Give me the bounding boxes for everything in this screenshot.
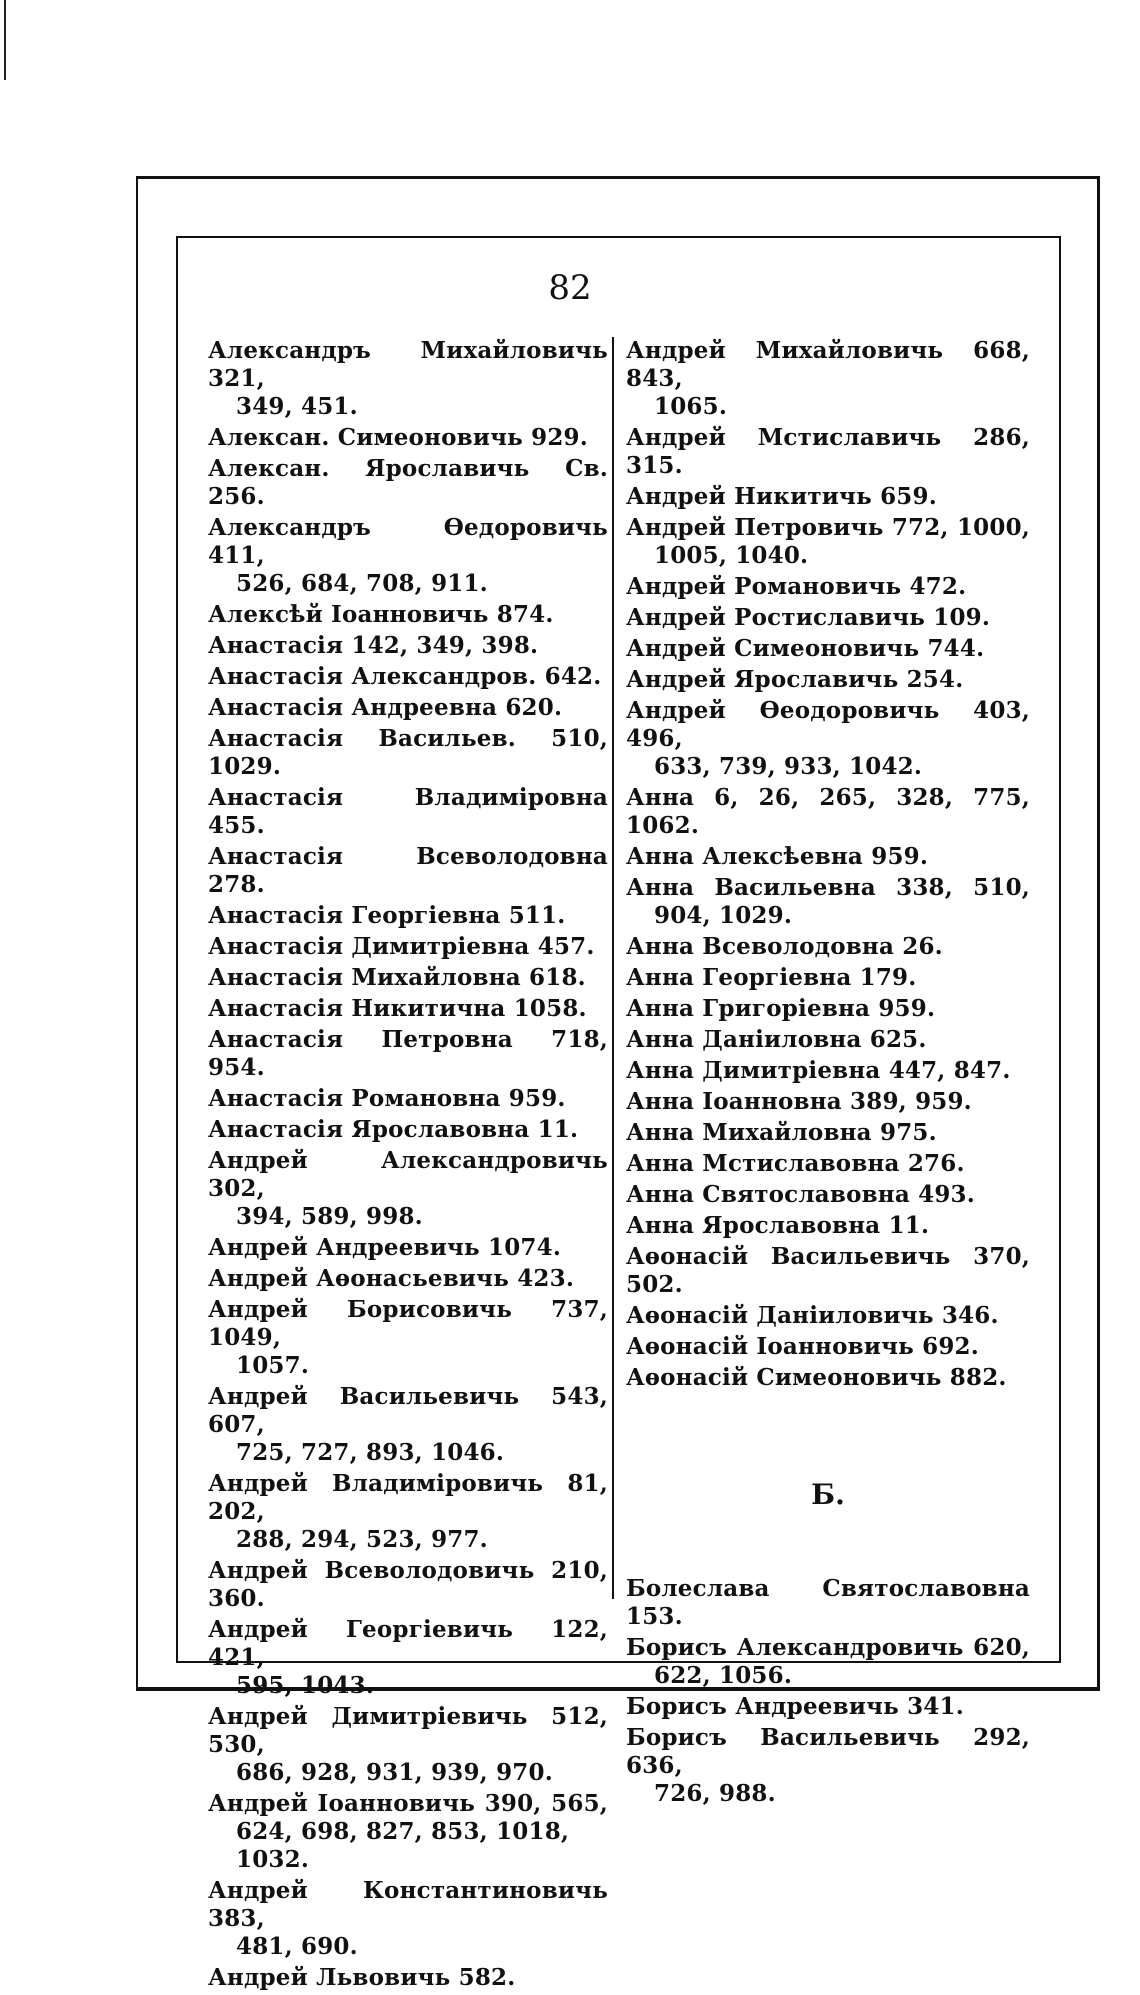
index-entry-continuation: 481, 690.: [236, 1933, 358, 1960]
index-entry-continuation: 1032.: [236, 1846, 310, 1873]
index-entry-heading: Борисъ Андреевичь 341.: [626, 1693, 964, 1720]
index-entry-heading: Анастасія Владиміровна 455.: [208, 784, 608, 839]
index-entry: [208, 1116, 608, 1144]
index-entry-heading: Андрей Константиновичь 383,: [208, 1877, 608, 1932]
index-entry: [626, 424, 1030, 480]
index-entry: [626, 483, 1030, 511]
index-entry: [626, 1724, 1030, 1808]
index-entry: [626, 1333, 1030, 1361]
index-entry-heading: Анастасія Ярославовна 11.: [208, 1116, 579, 1143]
index-entry-heading: Аѳонасій Васильевичь 370, 502.: [626, 1243, 1030, 1298]
index-entry-heading: Андрей Васильевичь 543, 607,: [208, 1383, 608, 1438]
index-entry: [626, 514, 1030, 570]
index-entry: [626, 995, 1030, 1023]
index-entry-heading: Анна Васильевна 338, 510,: [626, 874, 1030, 901]
index-entry: [626, 1364, 1030, 1392]
right-column-entries-a: [626, 337, 1030, 1392]
index-entry-heading: Болеслава Святославовна 153.: [626, 1575, 1030, 1630]
index-entry-heading: Андрей Львовичь 582.: [208, 1964, 516, 1991]
index-entry-heading: Аѳонасій Даніиловичь 346.: [626, 1302, 999, 1329]
index-entry-heading: Алексан. Симеоновичь 929.: [208, 424, 588, 451]
index-entry-heading: Анастасія Всеволодовна 278.: [208, 843, 608, 898]
index-entry-heading: Андрей Михайловичь 668, 843,: [626, 337, 1030, 392]
index-entry-heading: Анна Алексѣевна 959.: [626, 843, 929, 870]
index-entry: [208, 1964, 608, 1992]
index-entry: [208, 663, 608, 691]
index-entry: [626, 1693, 1030, 1721]
index-entry: [208, 843, 608, 899]
index-entry: [208, 455, 608, 511]
index-entry: [208, 337, 608, 421]
index-entry: [626, 635, 1030, 663]
index-entry-continuation: 686, 928, 931, 939, 970.: [236, 1759, 553, 1786]
index-entry: [208, 424, 608, 452]
index-entry: [208, 1085, 608, 1113]
index-entry-heading: Андрей Петровичь 772, 1000,: [626, 514, 1030, 541]
index-entry-heading: Аѳонасій Симеоновичь 882.: [626, 1364, 1007, 1391]
index-entry-heading: Андрей Өеодоровичь 403, 496,: [626, 697, 1030, 752]
index-entry: [626, 933, 1030, 961]
index-entry-heading: Анна Мстиславовна 276.: [626, 1150, 965, 1177]
index-entry-continuation: 726, 988.: [654, 1780, 776, 1807]
index-entry-heading: Анна Іоанновна 389, 959.: [626, 1088, 972, 1115]
index-entry-continuation: 1057.: [236, 1352, 310, 1379]
scan-margin-line: [4, 0, 6, 80]
index-entry-continuation: 526, 684, 708, 911.: [236, 570, 488, 597]
index-entry-heading: Андрей Никитичь 659.: [626, 483, 937, 510]
index-entry-heading: Аѳонасій Іоанновичь 692.: [626, 1333, 979, 1360]
index-entry: [626, 697, 1030, 781]
index-entry: [208, 1147, 608, 1231]
index-entry-heading: Андрей Всеволодовичь 210, 360.: [208, 1557, 608, 1612]
index-entry: [626, 1212, 1030, 1240]
index-entry-continuation: 394, 589, 998.: [236, 1203, 423, 1230]
index-entry-heading: Алексан. Ярославичь Св. 256.: [208, 455, 608, 510]
index-entry-heading: Анна Георгіевна 179.: [626, 964, 917, 991]
index-entry-heading: Андрей Владиміровичь 81, 202,: [208, 1470, 608, 1525]
index-entry-heading: Анастасія Петровна 718, 954.: [208, 1026, 608, 1081]
index-entry: [626, 1243, 1030, 1299]
index-entry-heading: Андрей Мстиславичь 286, 315.: [626, 424, 1030, 479]
index-entry: [208, 1026, 608, 1082]
index-entry-heading: Андрей Георгіевичь 122, 421,: [208, 1616, 608, 1671]
index-entry-heading: Андрей Іоанновичь 390, 565,: [208, 1790, 608, 1817]
index-entry: [208, 1265, 608, 1293]
index-entry-continuation: 288, 294, 523, 977.: [236, 1526, 488, 1553]
index-entry: [208, 902, 608, 930]
index-entry: [626, 843, 1030, 871]
index-entry: [626, 1302, 1030, 1330]
index-entry-continuation: 349, 451.: [236, 393, 358, 420]
index-entry-continuation: 725, 727, 893, 1046.: [236, 1439, 505, 1466]
index-entry-heading: Анастасія Михайловна 618.: [208, 964, 586, 991]
index-entry-heading: Анастасія 142, 349, 398.: [208, 632, 539, 659]
index-entry: [208, 1616, 608, 1700]
index-entry: [626, 874, 1030, 930]
index-entry-heading: Андрей Андреевичь 1074.: [208, 1234, 562, 1261]
index-entry-heading: Андрей Борисовичь 737, 1049,: [208, 1296, 608, 1351]
index-entry: [208, 784, 608, 840]
index-entry-heading: Анна Святославовна 493.: [626, 1181, 975, 1208]
index-entry-heading: Андрей Симеоновичь 744.: [626, 635, 985, 662]
index-entry-continuation: 1065.: [654, 393, 728, 420]
index-entry: [626, 1150, 1030, 1178]
index-entry: [208, 601, 608, 629]
index-entry-heading: Анна Михайловна 975.: [626, 1119, 937, 1146]
index-entry: [208, 964, 608, 992]
index-entry-heading: Алексѣй Іоанновичь 874.: [208, 601, 554, 628]
index-entry-continuation: 624, 698, 827, 853, 1018,: [236, 1818, 570, 1845]
index-entry-heading: Андрей Ростиславичь 109.: [626, 604, 991, 631]
index-entry: [626, 337, 1030, 421]
index-entry: [208, 514, 608, 598]
index-entry: [208, 1703, 608, 1787]
section-letter: Б.: [811, 1478, 845, 1511]
index-entry: [626, 1634, 1030, 1690]
index-entry: [626, 666, 1030, 694]
index-entry-heading: Анна Григоріевна 959.: [626, 995, 936, 1022]
index-entry-heading: Анастасія Васильев. 510, 1029.: [208, 725, 608, 780]
index-entry: [626, 964, 1030, 992]
index-entry: [626, 573, 1030, 601]
index-entry: [626, 1181, 1030, 1209]
column-divider: [612, 337, 614, 1599]
index-entry-heading: Анна 6, 26, 265, 328, 775, 1062.: [626, 784, 1030, 839]
index-entry-heading: Анна Всеволодовна 26.: [626, 933, 943, 960]
index-entry: [626, 1057, 1030, 1085]
right-column: [626, 337, 1030, 1811]
index-entry-heading: Анна Ярославовна 11.: [626, 1212, 930, 1239]
index-entry-heading: Анастасія Андреевна 620.: [208, 694, 563, 721]
index-entry: [626, 1119, 1030, 1147]
index-entry-heading: Анастасія Георгіевна 511.: [208, 902, 566, 929]
index-entry: [626, 604, 1030, 632]
index-entry-heading: Анастасія Романовна 959.: [208, 1085, 566, 1112]
index-entry-heading: Анна Димитріевна 447, 847.: [626, 1057, 1011, 1084]
index-entry: [208, 995, 608, 1023]
index-entry: [208, 694, 608, 722]
index-entry: [208, 933, 608, 961]
index-entry-heading: Андрей Александровичь 302,: [208, 1147, 608, 1202]
index-entry-heading: Андрей Романовичь 472.: [626, 573, 967, 600]
index-entry-continuation: 595, 1043.: [236, 1672, 375, 1699]
index-entry-continuation: 904, 1029.: [654, 902, 793, 929]
index-entry-continuation: 633, 739, 933, 1042.: [654, 753, 923, 780]
index-entry: [208, 1790, 608, 1874]
index-entry-heading: Андрей Аѳонасьевичь 423.: [208, 1265, 575, 1292]
index-entry: [626, 1575, 1030, 1631]
index-entry-heading: Борисъ Васильевичь 292, 636,: [626, 1724, 1030, 1779]
index-entry: [208, 632, 608, 660]
index-entry-heading: Анастасія Никитична 1058.: [208, 995, 587, 1022]
index-entry: [208, 725, 608, 781]
index-entry-continuation: 622, 1056.: [654, 1662, 793, 1689]
index-entry: [208, 1877, 608, 1961]
index-entry-heading: Анастасія Димитріевна 457.: [208, 933, 595, 960]
index-entry: [208, 1296, 608, 1380]
index-entry: [626, 1026, 1030, 1054]
index-entry: [208, 1383, 608, 1467]
index-entry-continuation: 1005, 1040.: [654, 542, 809, 569]
right-column-entries-b: [626, 1575, 1030, 1808]
index-entry: [208, 1470, 608, 1554]
page-number: 82: [548, 268, 592, 308]
left-column: [208, 337, 608, 1995]
index-entry-heading: Анастасія Александров. 642.: [208, 663, 602, 690]
index-entry: [208, 1557, 608, 1613]
index-entry-heading: Борисъ Александровичь 620,: [626, 1634, 1030, 1661]
index-entry-heading: Андрей Димитріевичь 512, 530,: [208, 1703, 608, 1758]
index-entry: [208, 1234, 608, 1262]
index-entry-heading: Александръ Өедоровичь 411,: [208, 514, 608, 569]
index-entry: [626, 1088, 1030, 1116]
index-entry-heading: Анна Даніиловна 625.: [626, 1026, 927, 1053]
index-entry: [626, 784, 1030, 840]
index-entry-heading: Александръ Михайловичь 321,: [208, 337, 608, 392]
index-entry-heading: Андрей Ярославичь 254.: [626, 666, 964, 693]
